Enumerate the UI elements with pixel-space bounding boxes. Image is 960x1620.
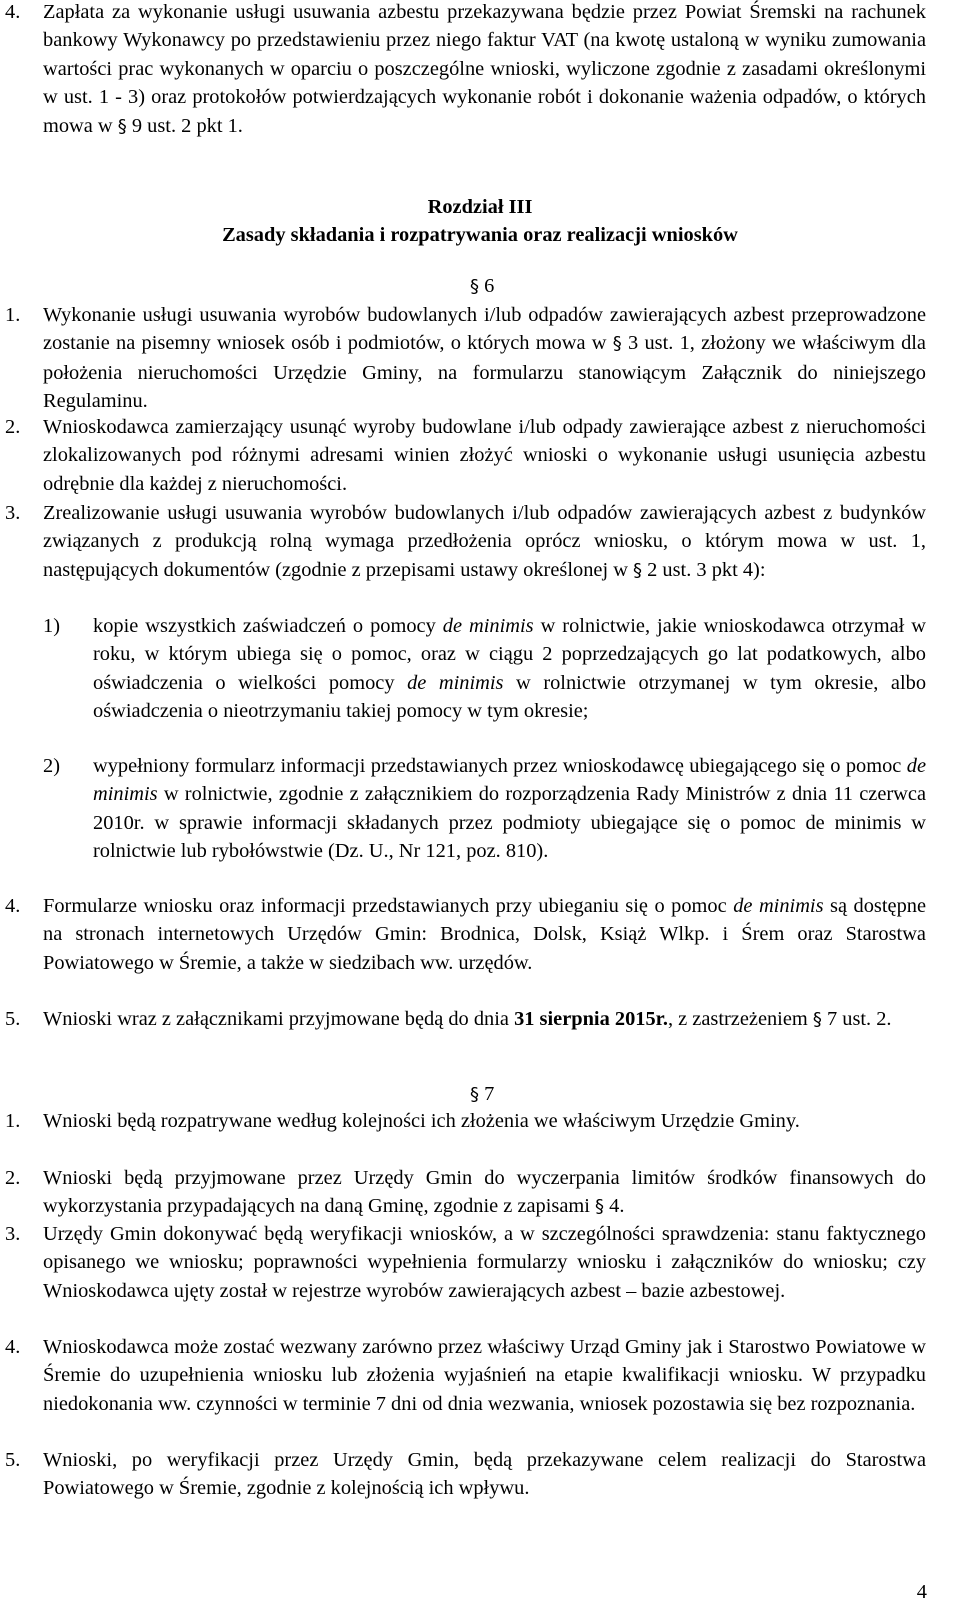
page-number: 4 bbox=[916, 1581, 927, 1603]
paragraph-item-4 bbox=[5, 0, 926, 141]
s6-item-2: 2. Wnioskodawca zamierzający usunąć wyroby budowlane i/lub odpady zawierające azbest z nieruchomości zlokalizowanych pod różnymi adresami winien złożyć wnioski o wykonanie usługi usunięcia azbestu odrębnie dla każdej z nieruchomości. bbox=[5, 416, 926, 495]
section-sign: § bbox=[595, 1196, 605, 1218]
section-7-heading: § 7 bbox=[470, 1083, 495, 1105]
section-sign: § bbox=[633, 559, 643, 581]
s6-subitem-1: 1) kopie wszystkich zaświadczeń o pomocy de minimis w rolnictwie, jakie wnioskodawca otrzymał w roku, w którym ubiega się o pomoc, oraz w ciągu 2 poprzedzających go lat podatkowych, albo oświadczenia o wielkości pomocy de minimis w rolnictwie otrzymanej w tym okresie, albo oświadczenia o nieotrzymaniu takiej pomocy w tym okresie; bbox=[43, 615, 927, 723]
s6-subitem-2: 2) wypełniony formularz informacji przedstawianych przez wnioskodawcę ubiegającego się o pomoc de minimis w rolnictwie, zgodnie z załącznikiem do rozporządzenia Rady Ministrów z dnia 11 czerwca 2010r. w sprawie informacji składanych przez podmioty ubiegające się o pomoc de minimis w rolnictwie lub rybołówstwie (Dz. U., Nr 121, poz. 810). bbox=[43, 755, 926, 863]
section-sign: § bbox=[812, 1009, 822, 1030]
section-sign: § bbox=[117, 115, 127, 137]
s7-item-1: 1. Wnioski będą rozpatrywane według kolejności ich złożenia we właściwym Urzędzie Gminy. bbox=[5, 1110, 800, 1132]
s6-item-1: 1. Wykonanie usługi usuwania wyrobów budowlanych i/lub odpadów zawierających azbest przeprowadzone zostanie na pisemny wniosek osób i podmiotów, o których mowa w § 3 ust. 1, złożony we właściwym dla położenia nieruchomości Urzędzie Gminy, na formularzu stanowiącym Załącznik do niniejszego Regulaminu. bbox=[5, 304, 926, 413]
item-number: 4. bbox=[5, 1, 21, 23]
s6-item-5: 5. Wnioski wraz z załącznikami przyjmowane będą do dnia 31 sierpnia 2015r., z zastrzeżeniem § 7 ust. 2. bbox=[5, 1008, 892, 1030]
chapter-title: Rozdział III bbox=[427, 196, 533, 218]
section-6-heading: § 6 bbox=[470, 275, 495, 297]
deadline-date: 31 sierpnia 2015r. bbox=[514, 1008, 668, 1030]
s7-item-2: 2. Wnioski będą przyjmowane przez Urzędy Gmin do wyczerpania limitów środków finansowych do wykorzystania przypadających na daną Gminę, zgodnie z zapisami § 4. bbox=[5, 1167, 926, 1218]
s7-item-4: 4. Wnioskodawca może zostać wezwany zarówno przez właściwy Urząd Gminy jak i Starostwo Powiatowe w Śremie do uzupełnienia wniosku lub złożenia wyjaśnień na etapie kwalifikacji wniosku. W przypadku niedokonania ww. czynności w terminie 7 dni od dnia wezwania, wniosek pozostawia się bez rozpoznania. bbox=[5, 1336, 926, 1415]
section-sign: § bbox=[470, 276, 479, 297]
section-sign: § bbox=[612, 333, 622, 355]
s6-item-3: 3. Zrealizowanie usługi usuwania wyrobów budowlanych i/lub odpadów zawierających azbest z budynków związanych z produkcją rolną wymaga przedłożenia oprócz wniosku, o którym mowa w ust. 1, następujących dokumentów (zgodnie z przepisami ustawy określonej w § 2 ust. 3 pkt 4): bbox=[5, 502, 926, 581]
section-sign: § bbox=[470, 1084, 479, 1105]
chapter-subtitle: Zasady składania i rozpatrywania oraz realizacji wniosków bbox=[222, 224, 738, 246]
s7-item-3: 3. Urzędy Gmin dokonywać będą weryfikacji wniosków, a w szczególności sprawdzenia: stanu faktycznego opisanego we wniosku; poprawności wypełnienia formularzy wniosku i załączników do wniosku; czy Wnioskodawca ujęty został w rejestrze wyrobów zawierających azbest – bazie azbestowej. bbox=[5, 1223, 926, 1302]
item-text: Zapłata za wykonanie usługi usuwania azbestu przekazywana będzie przez Powiat Śremski na rachunek bankowy Wykonawcy po przedstawieniu przez niego faktur VAT (na kwotę ustaloną w wyniku zumowania wartości prac wykonanych w oparciu o poszczególne wnioski, wyliczone zgodnie z zasadami określonymi w ust. 1 - 3) oraz protokołów potwierdzających wykonanie robót i dokonanie ważenia odpadów, o których mowa w § 9 ust. 2 pkt 1. bbox=[43, 1, 926, 137]
s7-item-5: 5. Wnioski, po weryfikacji przez Urzędy Gmin, będą przekazywane celem realizacji do Starostwa Powiatowego w Śremie, zgodnie z kolejnością ich wpływu. bbox=[5, 1449, 926, 1500]
s6-item-4: 4. Formularze wniosku oraz informacji przedstawianych przy ubieganiu się o pomoc de minimis są dostępne na stronach internetowych Urzędów Gmin: Brodnica, Dolsk, Książ Wlkp. i Śrem oraz Starostwa Powiatowego w Śremie, a także w siedzibach ww. urzędów. bbox=[5, 895, 927, 974]
